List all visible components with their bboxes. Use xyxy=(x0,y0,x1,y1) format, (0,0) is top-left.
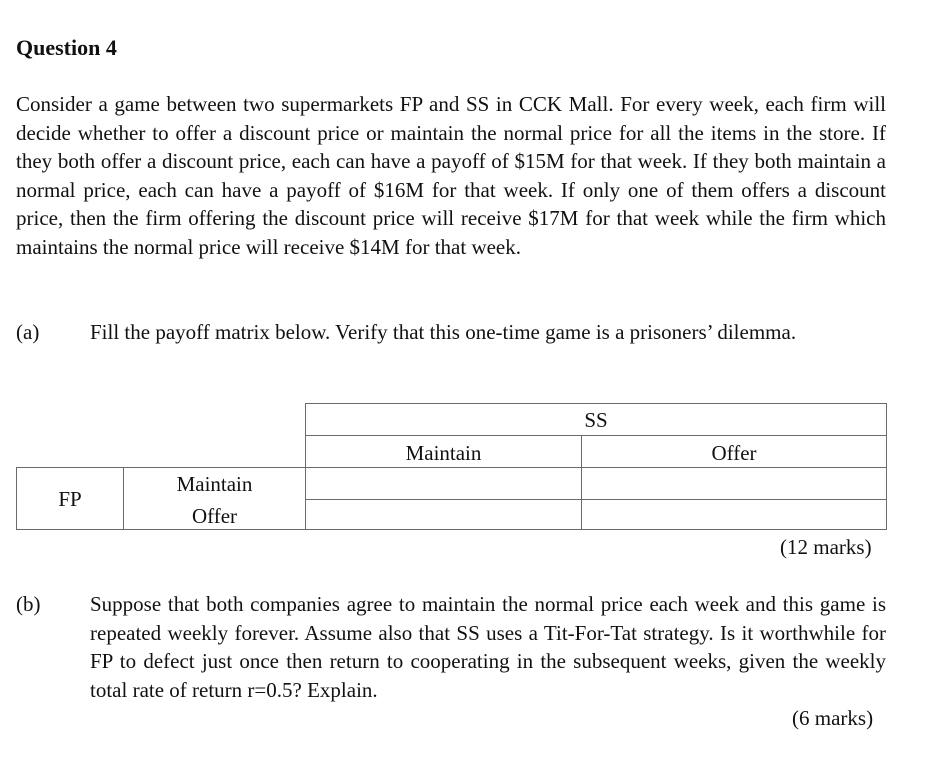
part-b-label: (b) xyxy=(16,592,41,616)
payoff-cell-maintain-offer[interactable] xyxy=(581,467,887,500)
payoff-cell-offer-offer[interactable] xyxy=(581,499,887,530)
part-a-marks: (12 marks) xyxy=(780,535,872,559)
part-a-label: (a) xyxy=(16,320,40,344)
matrix-column-player-label: SS xyxy=(584,408,608,432)
payoff-cell-offer-maintain[interactable] xyxy=(305,499,582,530)
matrix-row-strategy-offer: Offer xyxy=(191,504,238,528)
matrix-column-header-offer-label: Offer xyxy=(711,441,757,465)
question-title: Question 4 xyxy=(16,35,117,60)
matrix-row-strategy-maintain: Maintain xyxy=(176,472,253,496)
payoff-cell-maintain-maintain[interactable] xyxy=(305,467,582,500)
part-a-text: Fill the payoff matrix below. Verify that this one-time game is a prisoners’ dilemma. xyxy=(90,320,797,344)
matrix-column-header-maintain-label: Maintain xyxy=(405,441,482,465)
matrix-column-header-offer xyxy=(581,435,887,468)
question-intro: Consider a game between two supermarkets FP and SS in CCK Mall. For every week, each firm will decide whether to offer a discount price or maintain the normal price for all the items in the store. If they both offer a discount price, each can have a payoff of $15M for that week. If they both maintain a normal price, each can have a payoff of $16M for that week. If only one of them offers a discount price, then the firm offering the discount price will receive $17M for that week while the firm which maintains the normal price will receive $14M for that week. xyxy=(16,92,886,259)
matrix-row-player xyxy=(16,467,124,530)
matrix-row-player-label: FP xyxy=(58,487,82,511)
part-b-marks: (6 marks) xyxy=(792,706,874,730)
matrix-column-player xyxy=(305,403,887,436)
matrix-column-header-maintain xyxy=(305,435,582,468)
part-b-text: Suppose that both companies agree to maintain the normal price each week and this game is repeated weekly forever. Assume also that SS uses a Tit-For-Tat strategy. Is it worthwhile for FP to defect just once then return to cooperating in the subsequent weeks, given the weekly total rate of return r=0.5? Explain. xyxy=(90,592,886,702)
matrix-row-strategies xyxy=(123,467,306,530)
